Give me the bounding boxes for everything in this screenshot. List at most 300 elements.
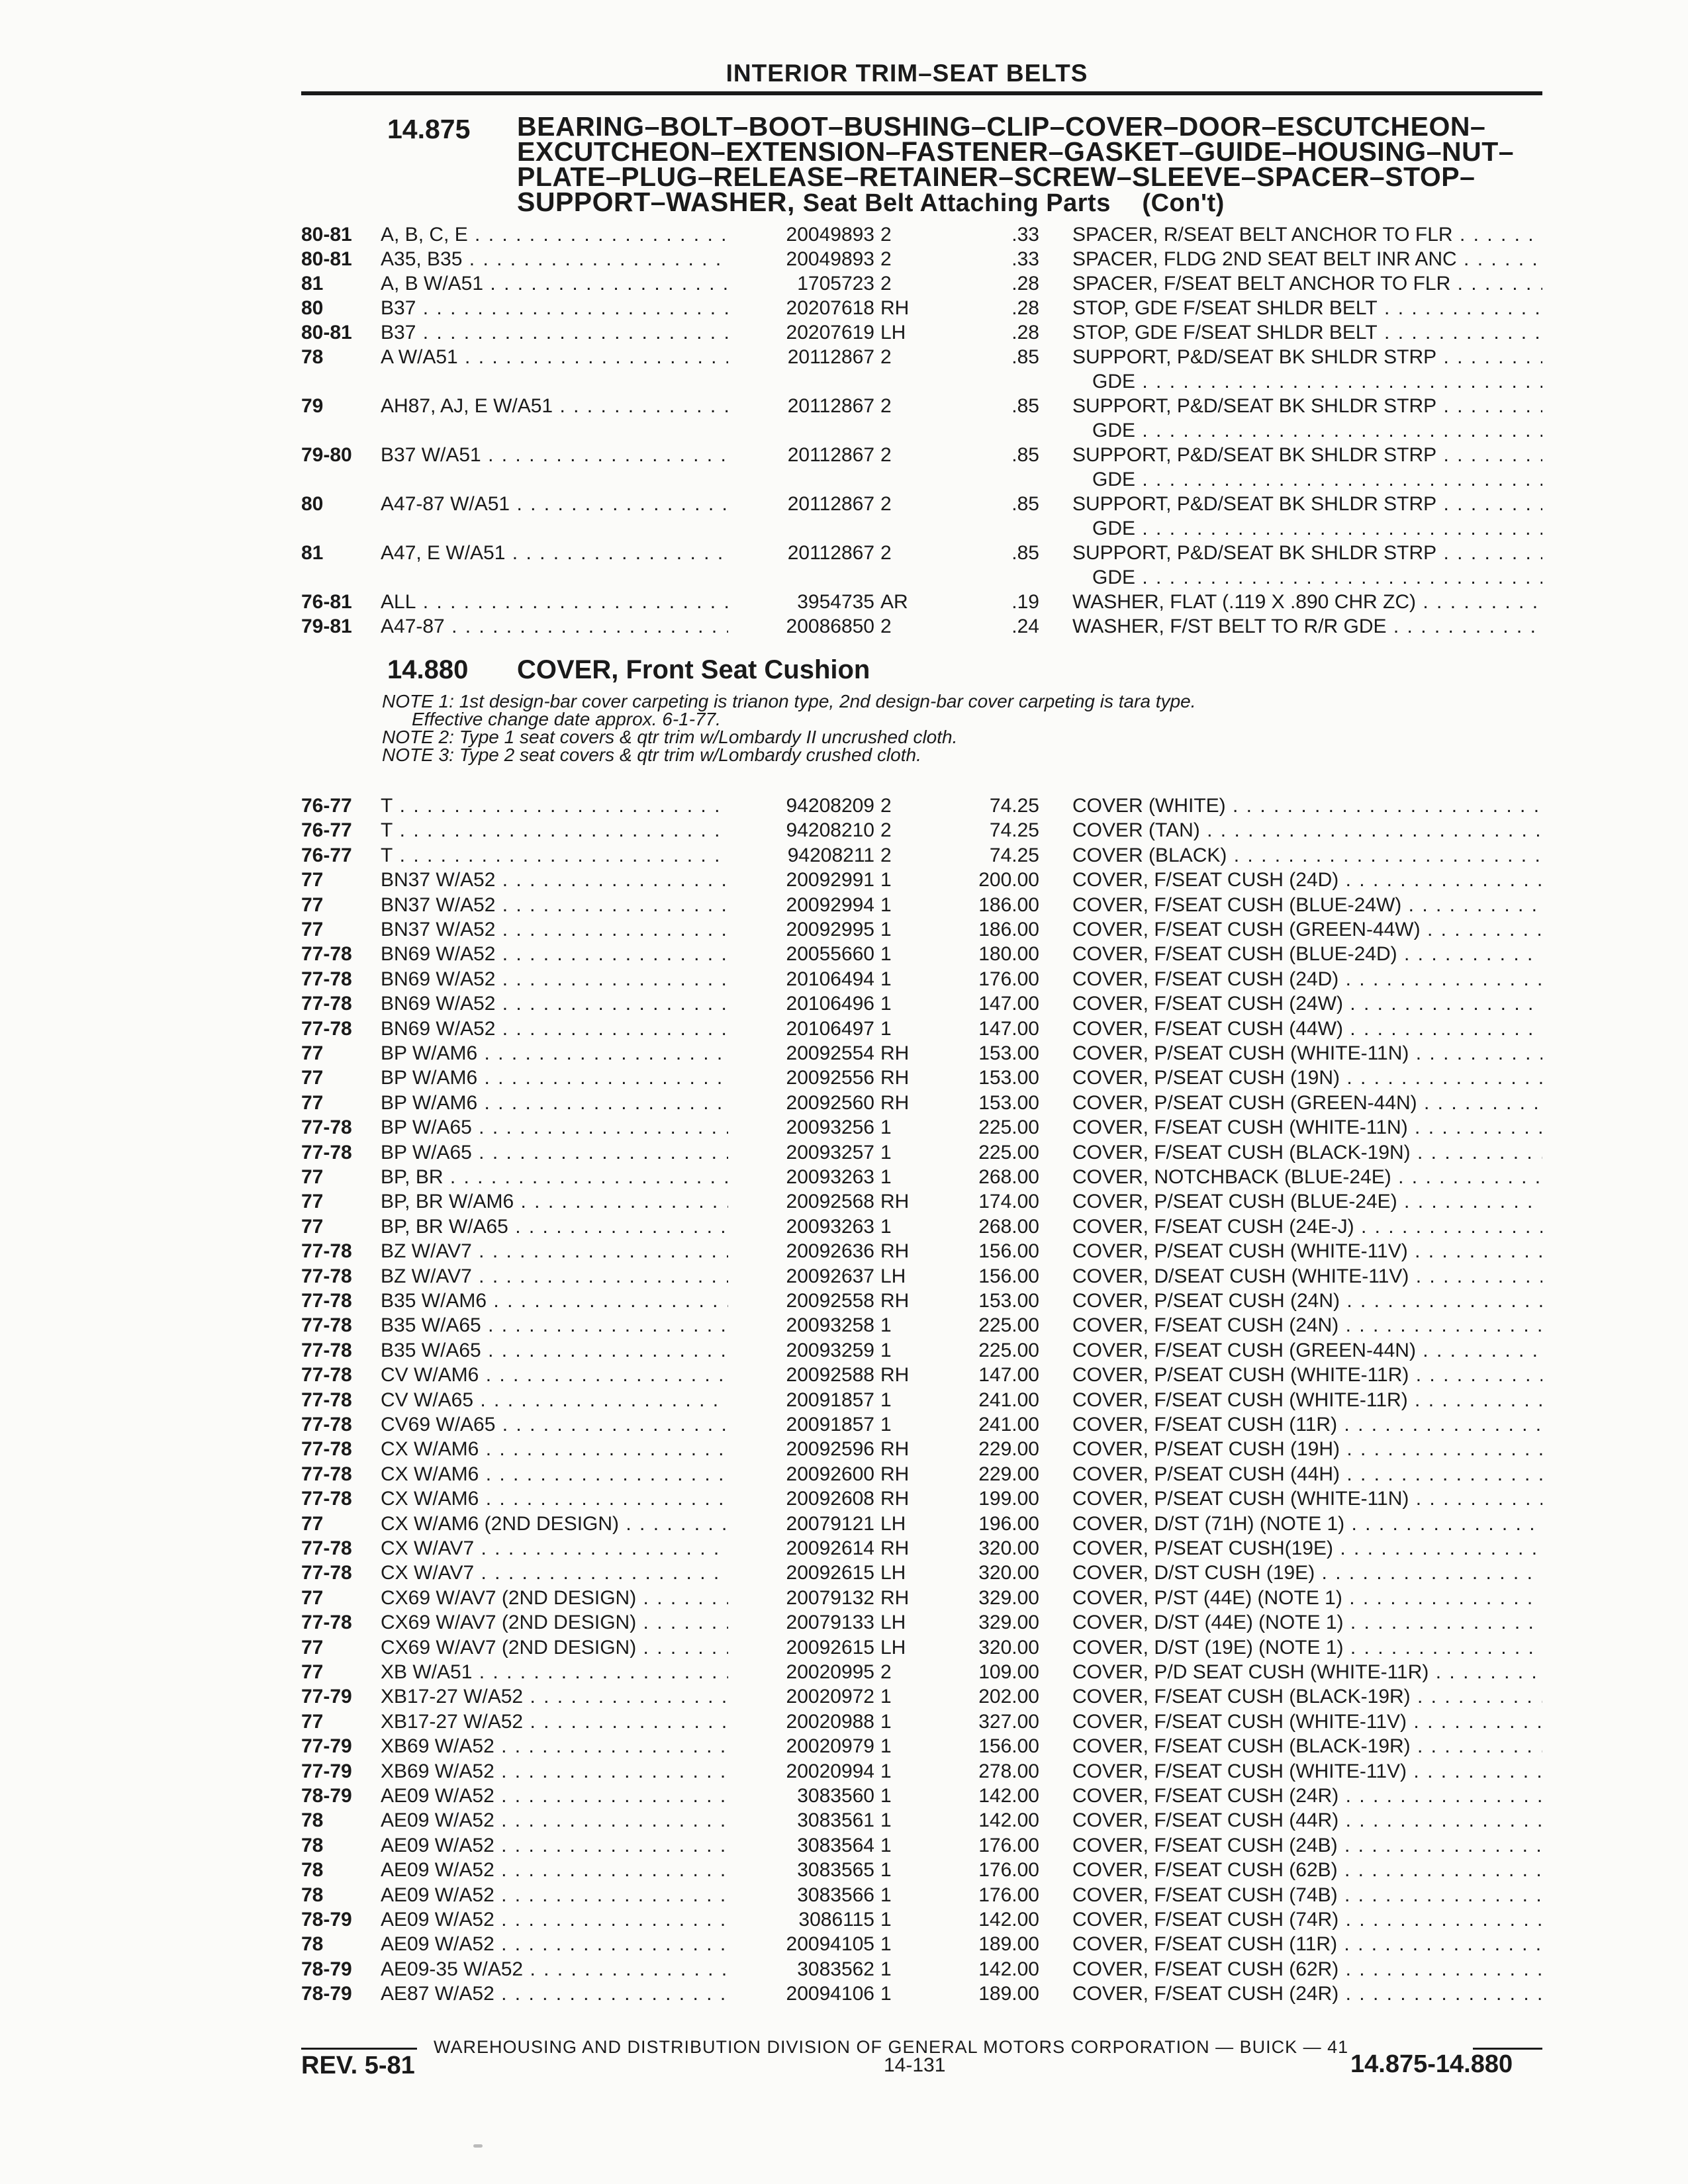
quantity: 1 [880, 869, 892, 891]
quantity: 1 [880, 919, 892, 940]
model-code: AE09 W/A52 . . . [381, 1809, 731, 1833]
description: COVER, P/SEAT CUSH (19N) . . . [1072, 1066, 1542, 1090]
model-code: A47-87 W/A51 . . . [381, 492, 731, 516]
model-year: 78-79 [301, 1983, 352, 2005]
quantity: RH [880, 1537, 910, 1559]
model-code: BN37 W/A52 . . . [381, 868, 731, 892]
quantity: RH [880, 1042, 910, 1064]
footer-rule-right [1473, 2048, 1542, 2050]
part-number: 20093258 [728, 1314, 874, 1338]
price: 153.00 [978, 1042, 1039, 1064]
price: 241.00 [978, 1414, 1039, 1435]
model-year: 78 [301, 346, 324, 368]
model-code: CV W/AM6 . . . [381, 1363, 731, 1387]
price: 74.25 [989, 844, 1039, 866]
section-notes [382, 692, 1196, 764]
model-year: 77 [301, 869, 324, 891]
price: .28 [1011, 273, 1039, 295]
price: 327.00 [978, 1710, 1039, 1733]
part-number: 20049893 [728, 223, 874, 247]
model-year: 77-78 [301, 943, 352, 966]
part-number: 94208211 [728, 844, 874, 868]
part-number: 20112867 [728, 541, 874, 565]
model-code: B35 W/A65 . . . [381, 1314, 731, 1338]
model-year: 78-79 [301, 1958, 352, 1980]
price: 199.00 [978, 1488, 1039, 1510]
quantity: LH [880, 1265, 906, 1287]
description: COVER, F/SEAT CUSH (GREEN-44W) . . . [1072, 918, 1542, 942]
price: 329.00 [978, 1612, 1039, 1634]
quantity: 2 [880, 819, 892, 842]
price: 142.00 [978, 1809, 1039, 1832]
part-number: 20092994 [728, 893, 874, 917]
model-year: 77-79 [301, 1686, 352, 1708]
price: 174.00 [978, 1191, 1039, 1213]
model-year: 80-81 [301, 322, 352, 343]
price: 176.00 [978, 1884, 1039, 1906]
price: 147.00 [978, 993, 1039, 1015]
scan-speck [473, 2144, 483, 2148]
price: .19 [1011, 591, 1039, 613]
price: 196.00 [978, 1512, 1039, 1535]
model-code: CX W/AM6 . . . [381, 1487, 731, 1511]
model-code: B35 W/A65 . . . [381, 1339, 731, 1363]
price: 142.00 [978, 1909, 1039, 1931]
description: COVER, P/SEAT CUSH (44H) . . . [1072, 1463, 1542, 1486]
price: 142.00 [978, 1958, 1039, 1980]
description: SUPPORT, P&D/SEAT BK SHLDR STRP . . . [1072, 492, 1542, 516]
model-year: 77-78 [301, 1414, 352, 1435]
price: 278.00 [978, 1760, 1039, 1782]
description: COVER, D/ST (71H) (NOTE 1) . . . [1072, 1512, 1542, 1536]
part-number: 94208210 [728, 819, 874, 842]
part-number: 20079132 [728, 1586, 874, 1610]
price: 156.00 [978, 1240, 1039, 1263]
section-title-cont: (Con't) [1142, 189, 1225, 217]
footer-rule-left [301, 2048, 417, 2050]
description: SUPPORT, P&D/SEAT BK SHLDR STRP . . . [1072, 443, 1542, 467]
price: 153.00 [978, 1091, 1039, 1114]
model-code: AE09-35 W/A52 . . . [381, 1958, 731, 1981]
section-title-lead: BEARING–BOLT–BOOT–BUSHING–CLIP–COVER–DOOR–ESCUTCHEON–EXCUTCHEON–EXTENSION–FASTENER–GASKET–GUIDE–HOUSING–NUT–PLATE–PLUG–RELEASE–RETAINER–SCREW–SLEEVE–SPACER–STOP–SUPPORT–WASHER, [517, 111, 1515, 217]
description: SPACER, FLDG 2ND SEAT BELT INR ANC . . . [1072, 248, 1542, 271]
quantity: 1 [880, 943, 892, 966]
quantity: 1 [880, 893, 892, 916]
description: COVER, F/SEAT CUSH (24E-J) . . . [1072, 1215, 1542, 1239]
model-year: 77-78 [301, 1314, 352, 1337]
part-number: 20207618 [728, 296, 874, 320]
quantity: RH [880, 1091, 910, 1114]
description: COVER, F/SEAT CUSH (24D) . . . [1072, 868, 1542, 892]
note-1-cont: Effective change date approx. 6-1-77. [412, 709, 721, 729]
model-year: 80 [301, 297, 324, 319]
quantity: 1 [880, 1314, 892, 1337]
quantity: AR [880, 591, 908, 613]
price: 225.00 [978, 1339, 1039, 1361]
description: STOP, GDE F/SEAT SHLDR BELT . . . [1072, 296, 1542, 320]
part-number: 20094106 [728, 1982, 874, 2006]
model-code: BP W/A65 . . . [381, 1141, 731, 1165]
model-code: CX W/AV7 . . . [381, 1537, 731, 1561]
description: COVER, P/SEAT CUSH (WHITE-11N) . . . [1072, 1042, 1542, 1066]
model-code: T . . . [381, 819, 731, 842]
model-code: CX69 W/AV7 (2ND DESIGN) . . . [381, 1611, 731, 1635]
quantity: 1 [880, 1933, 892, 1956]
part-number: 20020979 [728, 1735, 874, 1758]
model-year: 81 [301, 542, 324, 564]
part-number: 3083560 [728, 1784, 874, 1808]
model-year: 77-78 [301, 1116, 352, 1139]
model-year: 78 [301, 1859, 324, 1882]
model-code: T . . . [381, 844, 731, 868]
description: WASHER, F/ST BELT TO R/R GDE . . . [1072, 615, 1542, 639]
quantity: LH [880, 1562, 906, 1584]
part-number: 20055660 [728, 942, 874, 966]
model-code: T . . . [381, 794, 731, 818]
quantity: 1 [880, 1785, 892, 1807]
quantity: 1 [880, 1017, 892, 1040]
quantity: 1 [880, 1215, 892, 1238]
model-year: 77-78 [301, 993, 352, 1015]
part-number: 20106494 [728, 968, 874, 991]
model-year: 77 [301, 1710, 324, 1733]
price: 200.00 [978, 869, 1039, 891]
description: COVER, P/SEAT CUSH (WHITE-11N) . . . [1072, 1487, 1542, 1511]
quantity: 2 [880, 1661, 892, 1683]
model-code: CX69 W/AV7 (2ND DESIGN) . . . [381, 1586, 731, 1610]
model-year: 77 [301, 1586, 324, 1609]
part-number: 20049893 [728, 248, 874, 271]
description: COVER (TAN) . . . [1072, 819, 1542, 842]
section-title [517, 111, 1550, 217]
quantity: 1 [880, 1859, 892, 1882]
quantity: 2 [880, 542, 892, 564]
part-number: 20092615 [728, 1561, 874, 1585]
description: COVER, F/SEAT CUSH (11R) . . . [1072, 1413, 1542, 1437]
model-code: B37 . . . [381, 321, 731, 345]
part-number: 20093257 [728, 1141, 874, 1165]
part-number: 20093263 [728, 1165, 874, 1189]
price: 229.00 [978, 1463, 1039, 1485]
quantity: RH [880, 1240, 910, 1263]
part-number: 20020994 [728, 1760, 874, 1784]
description: COVER, F/SEAT CUSH (24R) . . . [1072, 1982, 1542, 2006]
model-code: AE09 W/A52 . . . [381, 1908, 731, 1932]
price: .24 [1011, 615, 1039, 637]
description: COVER (BLACK) . . . [1072, 844, 1542, 868]
model-code: XB69 W/A52 . . . [381, 1735, 731, 1758]
model-year: 77-78 [301, 1290, 352, 1312]
quantity: LH [880, 1512, 906, 1535]
quantity: 2 [880, 444, 892, 466]
model-year: 77-78 [301, 1438, 352, 1461]
model-code: BP W/AM6 . . . [381, 1066, 731, 1090]
description: COVER, F/SEAT CUSH (BLACK-19R) . . . [1072, 1685, 1542, 1709]
description: COVER, F/SEAT CUSH (BLUE-24D) . . . [1072, 942, 1542, 966]
description: STOP, GDE F/SEAT SHLDR BELT . . . [1072, 321, 1542, 345]
section-title: COVER, Front Seat Cushion [517, 655, 870, 684]
quantity: 1 [880, 1958, 892, 1980]
model-code: BP W/AM6 . . . [381, 1042, 731, 1066]
price: 225.00 [978, 1314, 1039, 1337]
part-number: 20092558 [728, 1289, 874, 1313]
model-year: 77 [301, 1512, 324, 1535]
model-code: AH87, AJ, E W/A51 . . . [381, 394, 731, 418]
description: COVER, F/SEAT CUSH (24D) . . . [1072, 968, 1542, 991]
model-code: CX W/AM6 . . . [381, 1463, 731, 1486]
price: 186.00 [978, 893, 1039, 916]
model-year: 78-79 [301, 1909, 352, 1931]
model-year: 77 [301, 1166, 324, 1188]
part-number: 3083566 [728, 1884, 874, 1907]
part-number: 20106497 [728, 1017, 874, 1041]
part-number: 3083561 [728, 1809, 874, 1833]
part-number: 20092588 [728, 1363, 874, 1387]
model-year: 79-81 [301, 615, 352, 637]
note-3: NOTE 3: Type 2 seat covers & qtr trim w/Lombardy crushed cloth. [382, 745, 921, 765]
price: .85 [1011, 346, 1039, 368]
description: COVER (WHITE) . . . [1072, 794, 1542, 818]
model-year: 77-78 [301, 1562, 352, 1584]
description-continued: GDE . . . [1092, 566, 1542, 590]
price: 186.00 [978, 919, 1039, 940]
part-number: 20086850 [728, 615, 874, 639]
note-1: NOTE 1: 1st design-bar cover carpeting is trianon type, 2nd design-bar cover carpeting is tara type. [382, 691, 1196, 711]
model-code: BP, BR W/AM6 . . . [381, 1190, 731, 1214]
model-year: 78 [301, 1809, 324, 1832]
model-code: BN69 W/A52 . . . [381, 942, 731, 966]
part-number: 20020988 [728, 1710, 874, 1734]
price: .85 [1011, 493, 1039, 515]
part-number: 20093256 [728, 1116, 874, 1140]
part-number: 1705723 [728, 272, 874, 296]
price: 189.00 [978, 1983, 1039, 2005]
model-code: A35, B35 . . . [381, 248, 731, 271]
description: SUPPORT, P&D/SEAT BK SHLDR STRP . . . [1072, 394, 1542, 418]
model-year: 81 [301, 273, 324, 295]
price: .85 [1011, 542, 1039, 564]
model-code: CX W/AM6 . . . [381, 1437, 731, 1461]
price: 176.00 [978, 1859, 1039, 1882]
price: 74.25 [989, 819, 1039, 842]
quantity: RH [880, 1191, 910, 1213]
model-code: B37 W/A51 . . . [381, 443, 731, 467]
model-code: BP W/A65 . . . [381, 1116, 731, 1140]
description-continued: GDE . . . [1092, 419, 1542, 443]
quantity: 1 [880, 1686, 892, 1708]
model-year: 77-78 [301, 1265, 352, 1287]
footer-section-range: 14.875-14.880 [1350, 2050, 1513, 2078]
price: 225.00 [978, 1116, 1039, 1139]
description: COVER, F/SEAT CUSH (BLUE-24W) . . . [1072, 893, 1542, 917]
part-number: 20091857 [728, 1388, 874, 1412]
description: COVER, F/SEAT CUSH (WHITE-11V) . . . [1072, 1710, 1542, 1734]
model-year: 77 [301, 919, 324, 940]
note-2: NOTE 2: Type 1 seat covers & qtr trim w/Lombardy II uncrushed cloth. [382, 727, 958, 747]
model-code: BZ W/AV7 . . . [381, 1265, 731, 1289]
model-code: ALL . . . [381, 590, 731, 614]
part-number: 20092614 [728, 1537, 874, 1561]
part-number: 20092596 [728, 1437, 874, 1461]
quantity: 2 [880, 248, 892, 270]
model-year: 77-78 [301, 1017, 352, 1040]
model-code: AE87 W/A52 . . . [381, 1982, 731, 2006]
part-number: 20020995 [728, 1661, 874, 1684]
description: COVER, NOTCHBACK (BLUE-24E) . . . [1072, 1165, 1542, 1189]
model-code: A47, E W/A51 . . . [381, 541, 731, 565]
price: 180.00 [978, 943, 1039, 966]
price: .85 [1011, 444, 1039, 466]
part-number: 3083565 [728, 1858, 874, 1882]
price: .85 [1011, 395, 1039, 417]
description: COVER, F/SEAT CUSH (WHITE-11R) . . . [1072, 1388, 1542, 1412]
description: COVER, F/SEAT CUSH (24N) . . . [1072, 1314, 1542, 1338]
quantity: RH [880, 1438, 910, 1461]
model-code: BN69 W/A52 . . . [381, 968, 731, 991]
footer-page-number: 14-131 [884, 2054, 946, 2076]
model-year: 78 [301, 1933, 324, 1956]
model-code: CX W/AM6 (2ND DESIGN) . . . [381, 1512, 731, 1536]
description: COVER, P/SEAT CUSH(19E) . . . [1072, 1537, 1542, 1561]
description: COVER, F/SEAT CUSH (44R) . . . [1072, 1809, 1542, 1833]
section-14880-heading [387, 655, 870, 685]
description: SPACER, F/SEAT BELT ANCHOR TO FLR . . . [1072, 272, 1542, 296]
model-year: 77-79 [301, 1760, 352, 1782]
model-year: 77-78 [301, 1364, 352, 1387]
quantity: RH [880, 1586, 910, 1609]
description: COVER, F/SEAT CUSH (GREEN-44N) . . . [1072, 1339, 1542, 1363]
quantity: 2 [880, 273, 892, 295]
model-code: CV69 W/A65 . . . [381, 1413, 731, 1437]
part-number: 20092637 [728, 1265, 874, 1289]
model-code: BP W/AM6 . . . [381, 1091, 731, 1115]
part-number: 20092995 [728, 918, 874, 942]
model-code: XB17-27 W/A52 . . . [381, 1685, 731, 1709]
part-number: 20092568 [728, 1190, 874, 1214]
model-code: CX69 W/AV7 (2ND DESIGN) . . . [381, 1636, 731, 1660]
part-number: 20207619 [728, 321, 874, 345]
model-year: 77-78 [301, 1612, 352, 1634]
quantity: 1 [880, 968, 892, 990]
model-year: 77 [301, 1042, 324, 1064]
description: COVER, F/SEAT CUSH (WHITE-11V) . . . [1072, 1760, 1542, 1784]
quantity: 1 [880, 1909, 892, 1931]
model-year: 78 [301, 1884, 324, 1906]
model-year: 77-78 [301, 1463, 352, 1485]
price: 241.00 [978, 1388, 1039, 1411]
model-year: 77 [301, 1091, 324, 1114]
part-number: 20079133 [728, 1611, 874, 1635]
part-number: 20092991 [728, 868, 874, 892]
description: COVER, F/SEAT CUSH (BLACK-19R) . . . [1072, 1735, 1542, 1758]
price: 156.00 [978, 1265, 1039, 1287]
model-year: 76-81 [301, 591, 352, 613]
model-code: BN37 W/A52 . . . [381, 893, 731, 917]
description: COVER, D/SEAT CUSH (WHITE-11V) . . . [1072, 1265, 1542, 1289]
section-number: 14.880 [387, 655, 469, 684]
quantity: LH [880, 322, 906, 343]
part-number: 20092556 [728, 1066, 874, 1090]
price: 147.00 [978, 1364, 1039, 1387]
price: .28 [1011, 297, 1039, 319]
part-number: 3083564 [728, 1834, 874, 1858]
part-number: 94208209 [728, 794, 874, 818]
description-continued: GDE . . . [1092, 517, 1542, 541]
model-year: 76-77 [301, 819, 352, 842]
part-number: 20112867 [728, 443, 874, 467]
description: SUPPORT, P&D/SEAT BK SHLDR STRP . . . [1072, 541, 1542, 565]
price: .33 [1011, 248, 1039, 270]
model-year: 77 [301, 1067, 324, 1089]
part-number: 3083562 [728, 1958, 874, 1981]
description: COVER, F/SEAT CUSH (44W) . . . [1072, 1017, 1542, 1041]
description-continued: GDE . . . [1092, 468, 1542, 492]
price: 74.25 [989, 795, 1039, 817]
quantity: RH [880, 297, 910, 319]
model-year: 77-78 [301, 1240, 352, 1263]
description: COVER, P/SEAT CUSH (WHITE-11R) . . . [1072, 1363, 1542, 1387]
page-title: INTERIOR TRIM–SEAT BELTS [726, 60, 1088, 87]
description: COVER, F/SEAT CUSH (BLACK-19N) . . . [1072, 1141, 1542, 1165]
model-year: 79-80 [301, 444, 352, 466]
part-number: 3086115 [728, 1908, 874, 1932]
model-code: BP, BR . . . [381, 1165, 731, 1189]
model-year: 77-79 [301, 1735, 352, 1758]
description-continued: GDE . . . [1092, 370, 1542, 394]
part-number: 20112867 [728, 394, 874, 418]
model-year: 77 [301, 893, 324, 916]
page-header [301, 60, 1539, 87]
model-year: 77 [301, 1636, 324, 1659]
model-year: 77-78 [301, 1388, 352, 1411]
quantity: 1 [880, 993, 892, 1015]
model-year: 77-78 [301, 1537, 352, 1559]
model-year: 77 [301, 1215, 324, 1238]
model-year: 78-79 [301, 1785, 352, 1807]
model-code: AE09 W/A52 . . . [381, 1834, 731, 1858]
part-number: 20091857 [728, 1413, 874, 1437]
quantity: 2 [880, 844, 892, 866]
model-code: A W/A51 . . . [381, 345, 731, 369]
part-number: 20092554 [728, 1042, 874, 1066]
description: COVER, F/SEAT CUSH (11R) . . . [1072, 1933, 1542, 1956]
footer-division: WAREHOUSING AND DISTRIBUTION DIVISION OF GENERAL MOTORS CORPORATION — BUICK — 41 [434, 2037, 1349, 2057]
description: COVER, F/SEAT CUSH (74R) . . . [1072, 1908, 1542, 1932]
price: 176.00 [978, 968, 1039, 990]
model-code: XB17-27 W/A52 . . . [381, 1710, 731, 1734]
model-code: B37 . . . [381, 296, 731, 320]
quantity: RH [880, 1364, 910, 1387]
part-number: 20112867 [728, 345, 874, 369]
price: 176.00 [978, 1834, 1039, 1856]
price: .33 [1011, 224, 1039, 246]
price: 156.00 [978, 1735, 1039, 1758]
model-year: 77-78 [301, 1141, 352, 1163]
price: .28 [1011, 322, 1039, 343]
quantity: 1 [880, 1760, 892, 1782]
part-number: 20020972 [728, 1685, 874, 1709]
price: 329.00 [978, 1586, 1039, 1609]
model-year: 76-77 [301, 844, 352, 866]
model-year: 80-81 [301, 248, 352, 270]
model-code: BN69 W/A52 . . . [381, 1017, 731, 1041]
description: COVER, F/SEAT CUSH (24B) . . . [1072, 1834, 1542, 1858]
price: 142.00 [978, 1785, 1039, 1807]
part-number: 20106496 [728, 992, 874, 1016]
quantity: 2 [880, 395, 892, 417]
model-code: BZ W/AV7 . . . [381, 1240, 731, 1263]
description: COVER, F/SEAT CUSH (WHITE-11N) . . . [1072, 1116, 1542, 1140]
